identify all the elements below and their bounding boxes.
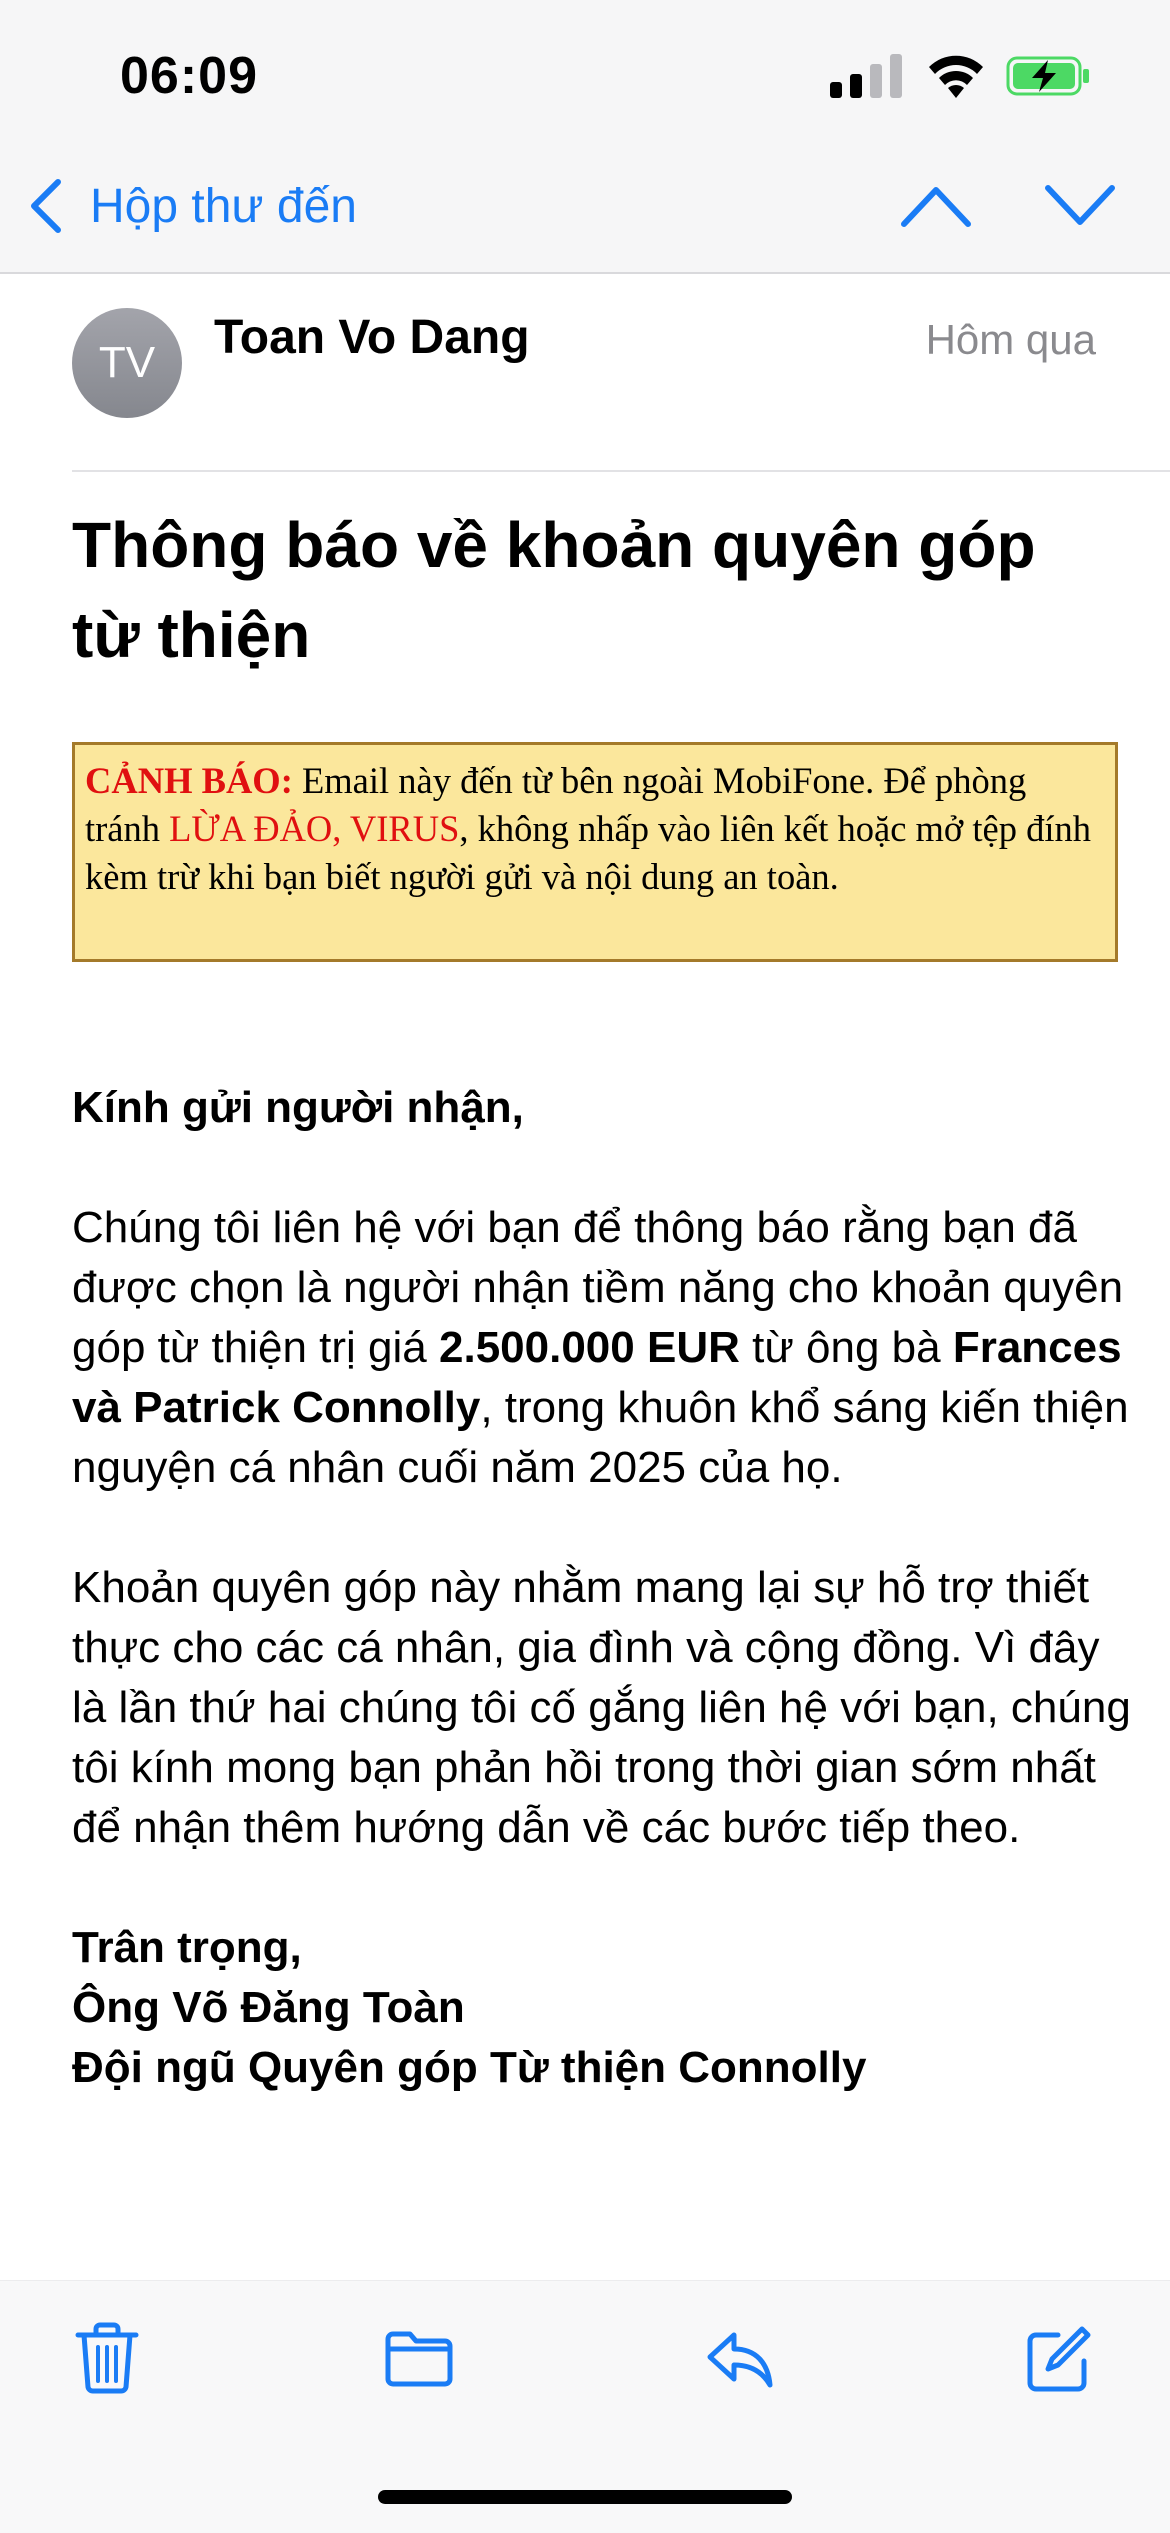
trash-icon[interactable] — [72, 2321, 142, 2395]
email-subject: Thông báo về khoản quyên góp từ thiện — [72, 509, 1036, 671]
warning-text-1: Email này đến từ bên ngoài MobiFone. Để phòng tránh — [85, 760, 1027, 849]
home-indicator[interactable] — [378, 2490, 792, 2504]
external-warning-banner — [72, 742, 1118, 962]
warning-label: CẢNH BÁO: — [85, 760, 293, 801]
status-time: 06:09 — [120, 47, 258, 105]
email-body — [72, 1078, 1132, 2098]
wifi-icon — [926, 54, 986, 98]
warning-highlight: LỪA ĐẢO, VIRUS — [169, 808, 460, 849]
chevron-up-icon[interactable] — [900, 180, 972, 232]
signature-line-1: Trân trọng, — [72, 1923, 302, 1972]
salutation: Kính gửi người nhận, — [72, 1083, 524, 1132]
signature-line-3: Đội ngũ Quyên góp Từ thiện Connolly — [72, 2043, 867, 2092]
warning-text-2: , không nhấp vào liên kết hoặc mở tệp đính kèm trừ khi bạn biết người gửi và nội dung an toàn. — [85, 808, 1091, 897]
status-icons — [830, 54, 1090, 104]
folder-icon[interactable] — [384, 2321, 454, 2395]
avatar[interactable]: TV — [72, 308, 182, 418]
signature — [72, 1918, 1132, 2098]
p1-text-b: từ ông bà — [739, 1323, 953, 1372]
donation-amount: 2.500.000 EUR — [439, 1323, 740, 1372]
chevron-left-icon — [26, 176, 66, 236]
divider — [72, 470, 1170, 472]
signature-line-2: Ông Võ Đăng Toàn — [72, 1983, 465, 2032]
body-paragraph-1 — [72, 1198, 1132, 1498]
back-label: Hộp thư đến — [90, 179, 357, 233]
p1-text-a: Chúng tôi liên hệ với bạn để thông báo rằng bạn đã được chọn là người nhận tiềm năng cho khoản quyên góp từ thiện trị giá — [72, 1203, 1124, 1372]
compose-icon[interactable] — [1024, 2321, 1094, 2395]
cellular-signal-icon — [830, 54, 904, 98]
donor-names: Frances và Patrick Connolly — [72, 1323, 1122, 1432]
body-paragraph-2: Khoản quyên góp này nhằm mang lại sự hỗ trợ thiết thực cho các cá nhân, gia đình và cộng đồng. Vì đây là lần thứ hai chúng tôi cố gắng liên hệ với bạn, chúng tôi kính mong bạn phản hồi trong thời gian sớm nhất để nhận thêm hướng dẫn về các bước tiếp theo. — [72, 1563, 1131, 1852]
p1-text-c: , trong khuôn khổ sáng kiến thiện nguyện cá nhân cuối năm 2025 của họ. — [72, 1383, 1129, 1492]
sent-date: Hôm qua — [925, 316, 1096, 363]
back-to-inbox-button[interactable] — [26, 176, 357, 236]
sender-name[interactable]: Toan Vo Dang — [214, 311, 530, 364]
reply-icon[interactable] — [704, 2321, 774, 2395]
battery-charging-icon — [1006, 54, 1092, 98]
chevron-down-icon[interactable] — [1044, 180, 1116, 232]
